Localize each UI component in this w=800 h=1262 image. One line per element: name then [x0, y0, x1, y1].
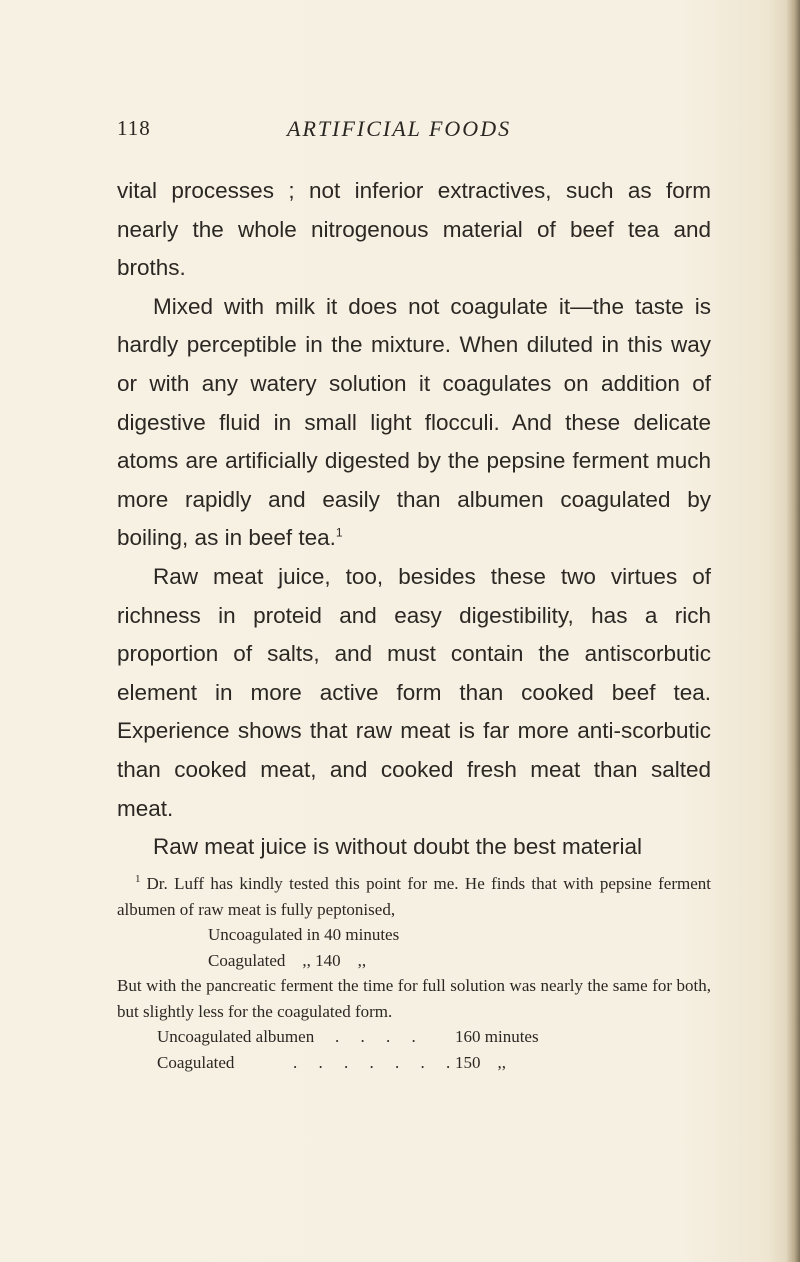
paragraph-3: Raw meat juice, too, besides these two virtues of richness in proteid and easy digestibility, has a rich proportion of salts, and must contain the antiscorbutic element in more active form than cooked beef tea. Experience shows that raw meat is far more anti-scorbutic than cooked meat, and cooked fresh meat than salted meat.	[117, 563, 711, 821]
table1-row-2-label: Coagulated ,, 140 ,,	[208, 950, 367, 970]
table1-row	[117, 922, 711, 948]
table2-row	[117, 1024, 711, 1050]
footnote-reference: 1	[335, 525, 343, 540]
running-head	[117, 116, 717, 146]
table2-row	[117, 1050, 711, 1076]
paragraph-2-text: Mixed with milk it does not coagulate it—the taste is hardly perceptible in the mixture. When diluted in this way or with any watery solution it coagulates on addition of digestive fluid in small light flocculi. And these delicate atoms are artificially digested by the pepsine ferment much more rapidly and easily than albumen coagulated by boiling, as in beef tea.	[117, 293, 711, 551]
footnote	[117, 871, 711, 1075]
footnote-intro	[117, 871, 711, 922]
table2-row-2-value: 150 ,,	[455, 1052, 506, 1072]
table2-row-1-leader: . . . .	[335, 1027, 416, 1046]
paragraph-4: Raw meat juice is without doubt the best material	[153, 834, 642, 860]
page-edge-shadow	[786, 0, 800, 1262]
footnote-middle: But with the pancreatic ferment the time for full solution was nearly the same for both, but slightly less for the coagulated form.	[117, 976, 711, 1021]
table2-row-1-label: Uncoagulated albumen	[157, 1027, 315, 1046]
paragraph-2	[117, 288, 711, 558]
table2-row-2-label: Coagulated	[157, 1052, 235, 1072]
body-text	[117, 172, 711, 867]
footnote-intro-text: Dr. Luff has kindly tested this point for me. He finds that with pepsine ferment albumen of raw meat is fully peptonised,	[117, 874, 711, 919]
paragraph-1: vital processes ; not inferior extractives, such as form nearly the whole nitrogenous material of beef tea and broths.	[117, 178, 711, 281]
table1-row-1-label: Uncoagulated in 40 minutes	[208, 925, 400, 944]
table1-row	[117, 948, 711, 974]
table2-row-2-leader: . . . . . . .	[293, 1052, 451, 1072]
footnote-marker: 1	[135, 873, 141, 886]
page-heading: ARTIFICIAL FOODS	[287, 116, 512, 141]
table2-row-1-value: 160 minutes	[455, 1027, 539, 1046]
page-number: 118	[117, 116, 151, 140]
